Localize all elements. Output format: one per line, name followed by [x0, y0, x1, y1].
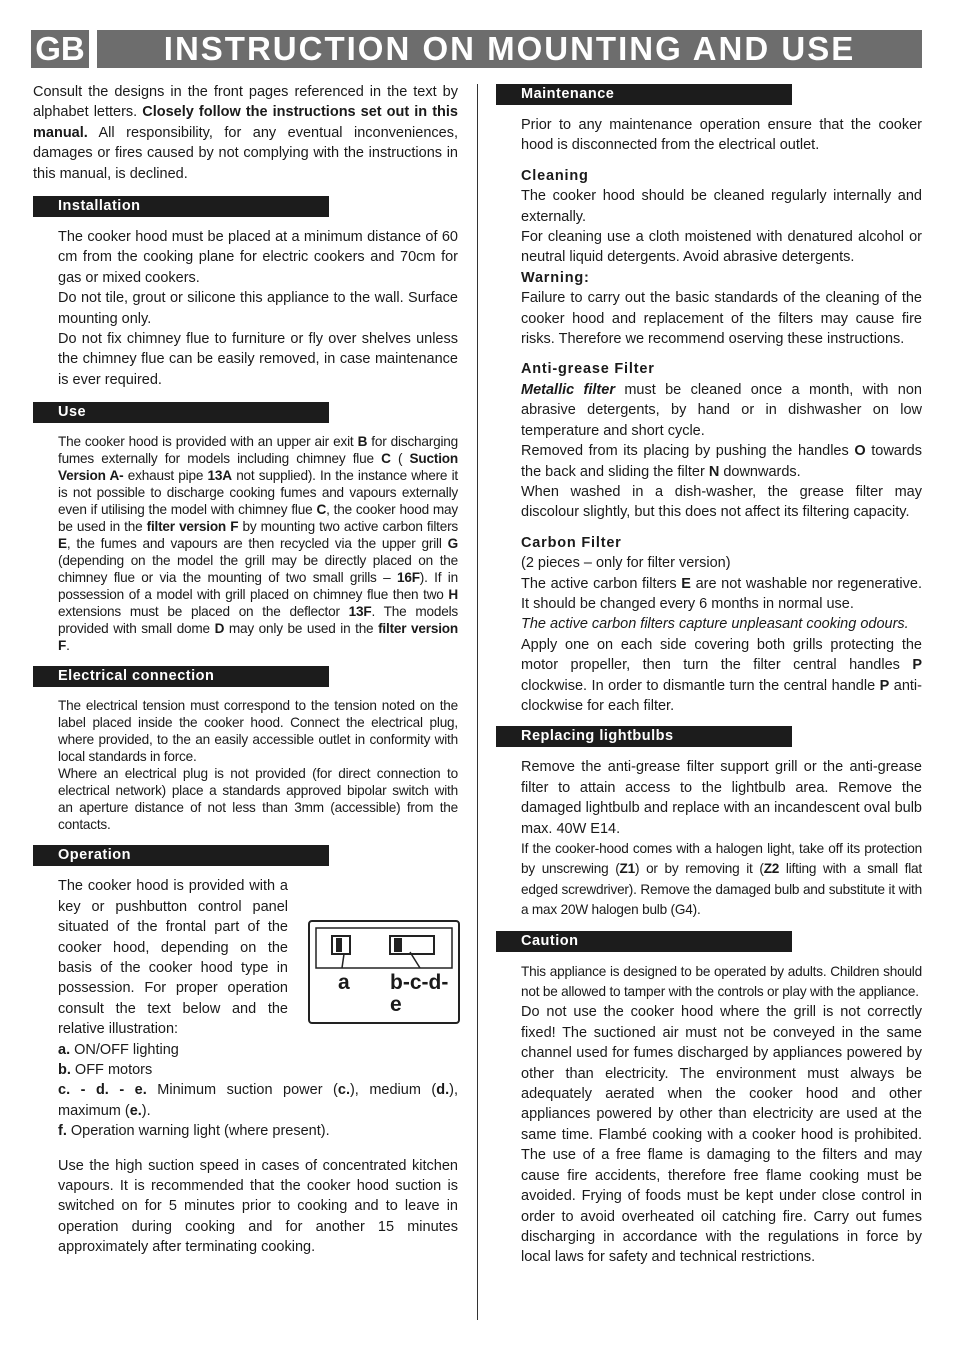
page-header: [31, 30, 922, 68]
electrical-section: [33, 697, 458, 833]
intro-text-2: All responsibility, for any eventual inconveniences, damages or fires caused by not complying with the instructions in this manual, is declined.: [33, 124, 458, 182]
installation-section: [33, 227, 458, 390]
installation-p3: Do not fix chimney flue to furniture or fly over shelves unless the chimney flue can be easily removed, in case maintenance is ever required.: [58, 331, 458, 388]
cleaning-p1: The cooker hood should be cleaned regularly internally and externally.: [521, 188, 922, 225]
bulbs-p2: If the cooker-hood comes with a halogen light, take off its protection by unscrewing (Z1) or by removing it (Z2 lifting with a small flat edged screwdriver). Remove the damaged bulb and substitute it with a max 20W halogen bulb (G4).: [521, 841, 922, 918]
caution-p2: Do not use the cooker hood where the grill is not correctly fixed! The suctioned air must not be conveyed in the same channel used for fumes discharged by appliances powered by other than electricity. The environment must always be adequately aerated when the cooker hood and other appliances powered by other than electricity are used at the same time. Flambé cooking with a cooker hood is prohibited. The use of a free flame is damaging to the filters and may cause fire accidents, therefore free flame cooking must be avoided. Frying of foods must be kept under close control in order to avoid overheated oil catching fire. Carry out fumes discharging in accordance with the regulations in force by local laws for safety and technical restrictions.: [521, 1004, 922, 1266]
operation-item-f: f. Operation warning light (where present).: [58, 1123, 330, 1140]
cleaning-p2: For cleaning use a cloth moistened with denatured alcohol or neutral liquid detergents. Avoid abrasive detergents.: [521, 229, 922, 266]
electrical-p1: The electrical tension must correspond to the tension noted on the label placed inside the cooker hood. Connect the electrical plug, where provided, to the an easily accessible outlet in conformity with local standards in force.: [58, 698, 458, 765]
electrical-p2: Where an electrical plug is not provided (for direct connection to electrical network) place a standards approved bipolar switch with an aperture distance of not less than 3mm (accessible) from the contacts.: [58, 766, 458, 833]
carbon-filter-heading: Carbon Filter: [521, 534, 622, 551]
bulbs-p1: Remove the anti-grease filter support grill or the anti-grease filter to attain access to the lightbulb area. Remove the damaged lightbulb and replace with an incandescent oval bulb max. 40W E14.: [521, 759, 922, 837]
right-column: [496, 84, 922, 1268]
section-heading-caution: Caution: [496, 931, 792, 952]
operation-section: [33, 876, 458, 1257]
operation-item-cde: c. - d. - e. Minimum suction power (c.), medium (d.), maximum (e.).: [58, 1082, 458, 1119]
anti-grease-p2: Removed from its placing by pushing the handles O towards the back and sliding the filter N downwards.: [521, 443, 922, 480]
anti-grease-p3: When washed in a dish-washer, the grease filter may discolour slightly, but this does not affect its filtering capacity.: [521, 483, 922, 521]
section-heading-electrical: Electrical connection: [33, 666, 329, 687]
carbon-filter-p3: The active carbon filters capture unpleasant cooking odours.: [521, 616, 909, 633]
panel-label-bcde: b-c-d-e: [390, 971, 449, 1017]
warning-heading: Warning:: [521, 269, 590, 286]
cleaning-heading: Cleaning: [521, 167, 589, 184]
installation-p1: The cooker hood must be placed at a minimum distance of 60 cm from the cooking plane for electric cookers and 70cm for gas or mixed cookers.: [58, 229, 458, 286]
maintenance-section: [496, 115, 922, 716]
carbon-filter-p4: Apply one on each side covering both grills protecting the motor propeller, then turn the filter central handles P clockwise. In order to dismantle turn the central handle P anti-clockwise for each filter.: [521, 636, 922, 714]
section-heading-bulbs: Replacing lightbulbs: [496, 726, 792, 747]
bulbs-section: [496, 757, 922, 920]
intro-emphasis: Closely follow the instructions set out in this manual.: [33, 104, 458, 141]
anti-grease-heading: Anti-grease Filter: [521, 361, 655, 378]
intro-paragraph: [33, 82, 458, 184]
intro-text: Consult the designs in the front pages referenced in the text by alphabet letters.: [33, 84, 458, 121]
anti-grease-p1: Metallic filter must be cleaned once a month, with non abrasive detergents, by hand or in dishwasher on low temperature and short cycle.: [521, 381, 922, 439]
panel-label-a: a: [338, 971, 350, 995]
left-column: [33, 82, 458, 1258]
section-heading-installation: Installation: [33, 196, 329, 217]
section-heading-operation: Operation: [33, 845, 329, 866]
maintenance-p1: Prior to any maintenance operation ensure that the cooker hood is disconnected from the electrical outlet.: [521, 117, 922, 154]
operation-item-b: b. OFF motors: [58, 1061, 153, 1078]
column-divider: [477, 84, 478, 1320]
page-title: INSTRUCTION ON MOUNTING AND USE: [97, 30, 922, 68]
language-badge: GB: [31, 30, 89, 68]
warning-p: Failure to carry out the basic standards of the cleaning of the cooker hood and replacement of the filters may cause fire risks. Therefore we recommend oserving these instructions.: [521, 290, 922, 348]
operation-item-a: a. ON/OFF lighting: [58, 1041, 179, 1058]
section-heading-use: Use: [33, 402, 329, 423]
caution-p1: This appliance is designed to be operated by adults. Children should not be allowed to tamper with the controls or play with the appliance.: [521, 963, 922, 1000]
section-heading-maintenance: Maintenance: [496, 84, 792, 105]
carbon-filter-p1: (2 pieces – only for filter version): [521, 555, 731, 572]
use-paragraph: The cooker hood is provided with an upper air exit B for discharging fumes externally for models including chimney flue C ( Suction Version A- exhaust pipe 13A not supplied). In the instance where it is not possible to discharge cooking fumes and vapours externally even if utilising the model with chimney flue C, the cooker hood may be used in the filter version F by mounting two active carbon filters E, the fumes and vapours are then recycled via the upper grill G (depending on the model the grill may be directly placed on the chimney flue or via the mounting of two small grills – 16F). If in possession of a model with grill placed on chimney flue then two H extensions must be placed on the deflector 13F. The models provided with small dome D may only be used in the filter version F.: [58, 434, 459, 654]
installation-p2: Do not tile, grout or silicone this appliance to the wall. Surface mounting only.: [58, 290, 458, 327]
caution-section: [496, 962, 922, 1268]
use-section: [33, 433, 458, 654]
operation-p2: Use the high suction speed in cases of concentrated kitchen vapours. It is recommended that the cooker hood suction is switched on for 5 minutes prior to cooking and to leave in operation during cooking and for another 15 minutes approximately after terminating cooking.: [58, 1157, 458, 1256]
carbon-filter-p2: The active carbon filters E are not washable nor regenerative. It should be changed every 6 months in normal use.: [521, 575, 922, 612]
operation-p1: The cooker hood is provided with a key or pushbutton control panel situated of the frontal part of the cooker hood, depending on the basis of the cooker hood type in possession. For proper operation consult the text below and the relative illustration:: [58, 878, 288, 1038]
control-panel-illustration: [308, 920, 460, 1024]
